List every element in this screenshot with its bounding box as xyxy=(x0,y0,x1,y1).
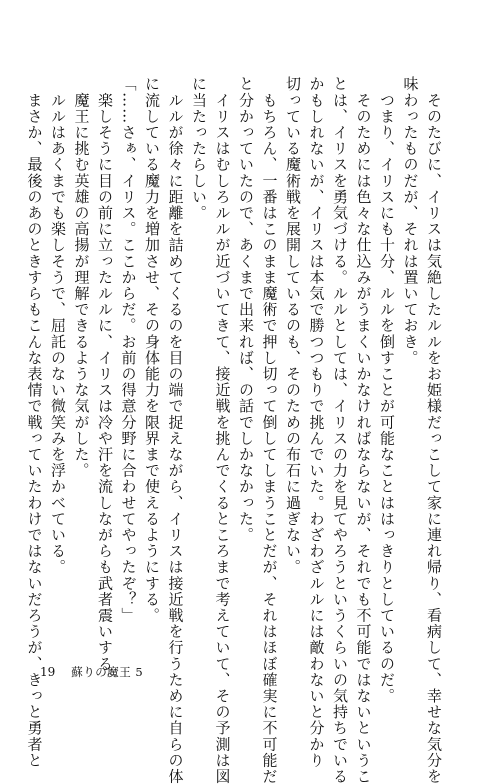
page-footer xyxy=(40,664,143,680)
body-line: 切っている魔術戦を展開しているのも、そのための布石に過ぎない。 xyxy=(284,76,302,576)
body-line: もちろん、一番はこのまま魔術で押し切って倒してしまうことだが、それはほぼ確実に不可能だ xyxy=(260,76,279,784)
body-line: と分かっていたので、あくまで出来れば、の話でしかなかった。 xyxy=(237,76,255,543)
body-line: 「……さぁ、イリス。ここからだ。お前の得意分野に合わせてやったぞ？」 xyxy=(119,76,138,624)
body-line: 味わったものだが、それは置いておき。 xyxy=(401,76,420,366)
body-line: 魔王に挑む英雄の高揚が理解できるような気がした。 xyxy=(72,76,91,479)
body-line: つまり、イリスにも十分、ルルを倒すことが可能なことははっきりとしているのだ。 xyxy=(378,76,396,704)
body-line: そのためには色々な仕込みがうまくいかなければならないが、それでも不可能ではないというこ xyxy=(354,76,373,784)
body-line: に当たったらしい。 xyxy=(190,76,208,221)
body-line: そのたびに、イリスは気絶したルルをお姫様だっこして家に連れ帰り、看病して、幸せな気分を xyxy=(425,76,443,784)
body-line: とは、イリスを勇気づける。ルルとしては、イリスの力を見てやろうというくらいの気持ちでいる xyxy=(331,76,349,784)
body-line: ルルが徐々に距離を詰めてくるのを目の端で捉えながら、イリスは接近戦を行うために自らの体 xyxy=(166,76,185,784)
running-title: 蘇りの魔王 5 xyxy=(71,665,144,679)
body-line: まさか、最後のあのときすらもこんな表情で戦っていたわけではないだろうが、きっと勇者と xyxy=(25,76,44,769)
body-line: かもしれないが、イリスは本気で勝つつもりで挑んでいた。わざわざルルには敵わないと分かり xyxy=(307,76,326,769)
body-line: に流している魔力を増加させ、その身体能力を限界まで使えるようにする。 xyxy=(143,76,161,624)
page-number: 19 xyxy=(40,665,56,679)
body-line: ルルはあくまでも楽しそうで、屈託のない微笑みを浮かべている。 xyxy=(49,76,67,576)
body-line: 楽しそうに目の前に立ったルルに、イリスは冷や汗を流しながらも武者震いする。 xyxy=(96,76,114,688)
body-line: イリスはむしろルルが近づいてきて、接近戦を挑んでくるところまで考えていて、その予測は図 xyxy=(213,76,232,784)
